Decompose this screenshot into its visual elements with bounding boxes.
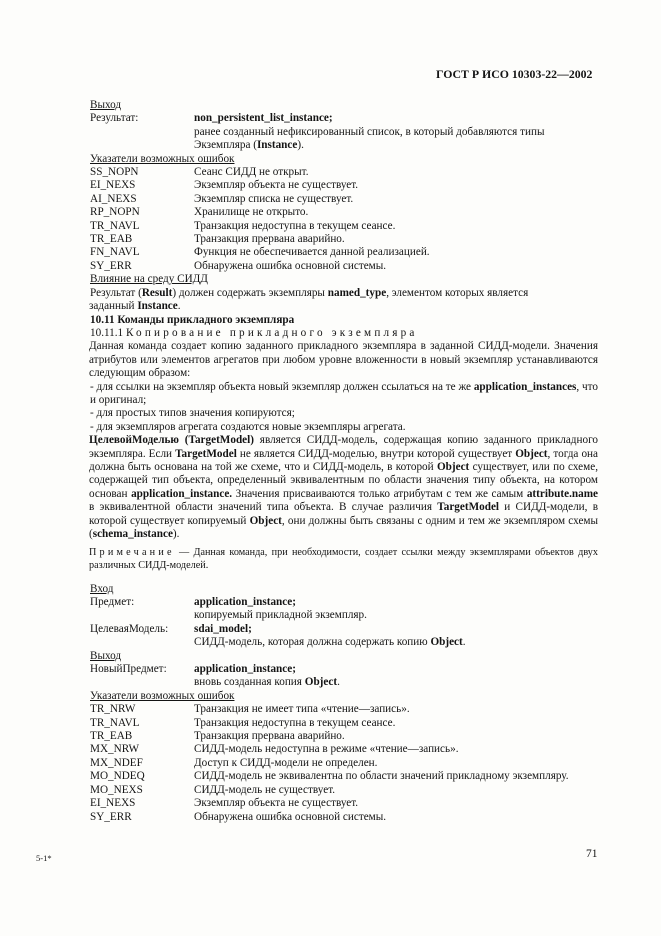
error-text: СИДД-модель не эквивалентна по области значений прикладному экземпляру.	[194, 770, 569, 783]
target-row	[90, 623, 598, 636]
target-value: sdai_model;	[194, 622, 252, 635]
target-desc-text: СИДД-модель, которая должна содержать копию	[194, 636, 431, 649]
list-text: - для ссылки на экземпляр объекта новый экземпляр должен ссылаться на те же	[90, 380, 474, 393]
error-code: TR_NAVL	[90, 716, 140, 729]
error-code: MO_NEXS	[90, 783, 143, 796]
error-text: Транзакция прервана аварийно.	[194, 233, 345, 246]
new-desc-text: вновь созданная копия	[194, 676, 305, 689]
result-row	[90, 112, 598, 125]
error-row	[90, 797, 598, 810]
errors-list-1	[90, 166, 598, 273]
error-row	[90, 717, 598, 730]
list-item-2: - для простых типов значения копируются;	[90, 407, 295, 420]
error-row	[90, 166, 598, 179]
error-row	[90, 179, 598, 192]
result-description	[90, 126, 598, 153]
error-code: SY_ERR	[90, 810, 132, 823]
effect-named-type: named_type	[327, 286, 387, 299]
error-text: Транзакция прервана аварийно.	[194, 730, 345, 743]
result-desc-line1: ранее созданный нефиксированный список, в который добавляются типы	[194, 125, 545, 138]
error-text: Хранилище не открыто.	[194, 206, 309, 219]
error-code: RP_NOPN	[90, 206, 140, 219]
p2-term: TargetModel	[437, 501, 500, 514]
effect-text: Результат (	[90, 286, 142, 299]
list-item-1	[90, 381, 598, 408]
result-desc-b: Instance	[256, 139, 298, 152]
new-desc	[90, 676, 598, 689]
p2-term: attribute.name	[526, 487, 598, 500]
target-desc	[90, 636, 598, 649]
effect-text: заданный	[89, 300, 138, 313]
p2-text: ).	[172, 528, 180, 540]
error-text: СИДД-модель недоступна в режиме «чтение—запись».	[194, 743, 459, 756]
subject-row	[90, 596, 598, 609]
input-heading: Вход	[90, 582, 114, 595]
error-code: TR_NRW	[90, 703, 136, 716]
p2-term: Object	[436, 460, 470, 473]
note-label: Примечание	[89, 547, 175, 559]
footer-signature: 5-1*	[36, 853, 52, 863]
paragraph-2	[89, 434, 598, 541]
error-text: Транзакция недоступна в текущем сеансе.	[194, 219, 396, 232]
p2-text: является СИДД-модель, содержащая копию заданного прикладного экземпляра. Если	[89, 434, 598, 460]
new-label: НовыйПредмет:	[90, 663, 167, 676]
error-row	[90, 730, 598, 743]
error-row	[90, 757, 598, 770]
new-row	[90, 663, 598, 676]
errors-list-2	[90, 703, 598, 824]
p2-term: schema_instance	[92, 528, 173, 540]
effect-continuation	[89, 300, 598, 313]
p2-term: Object	[515, 447, 548, 460]
page-number: 71	[586, 848, 598, 860]
p2-text: , они должны быть связаны с одним и тем же экземпляром схемы (	[89, 514, 599, 540]
subject-label: Предмет:	[90, 596, 135, 608]
subsection-name: Копирование прикладного экземпляра	[125, 326, 418, 339]
target-label: ЦелеваяМодель:	[90, 622, 169, 635]
effect-paragraph	[90, 287, 598, 300]
error-row	[90, 206, 598, 219]
error-code: TR_NAVL	[90, 219, 140, 232]
result-desc-c: ).	[297, 139, 304, 152]
error-code: TR_EAB	[90, 730, 133, 743]
subsection-number: 10.11.1	[90, 326, 126, 339]
subsection-title	[90, 327, 598, 340]
effect-text: ) должен содержать экземпляры	[172, 286, 328, 299]
error-text: Транзакция недоступна в текущем сеансе.	[194, 716, 396, 729]
error-code: FN_NAVL	[90, 246, 140, 259]
error-row	[90, 246, 598, 259]
error-text: СИДД-модель не существует.	[194, 783, 336, 796]
error-row	[90, 743, 598, 756]
note	[89, 547, 598, 572]
output-heading: Выход	[90, 99, 122, 111]
p2-text: в эквивалентной области значений типа объекта. В случае различия	[89, 501, 438, 514]
list-term: application_instances	[473, 380, 577, 393]
p2-term: ЦелевойМоделью (TargetModel)	[89, 434, 254, 447]
result-label: Результат:	[90, 112, 139, 125]
error-row	[90, 260, 598, 273]
error-text: Обнаружена ошибка основной системы.	[194, 810, 387, 823]
note-text: — Данная команда, при необходимости, создает ссылки между экземплярами объектов двух различных СИДД-моделей.	[89, 547, 598, 571]
error-code: EI_NEXS	[90, 797, 136, 810]
error-text: Экземпляр объекта не существует.	[194, 797, 359, 810]
effect-text: .	[177, 300, 181, 313]
error-text: Сеанс СИДД не открыт.	[194, 166, 309, 179]
error-row	[90, 703, 598, 716]
paragraph-1: Данная команда создает копию заданного прикладного экземпляра в заданной СИДД-модели. Значения атрибутов или элементов агрегатов при любом уровне вложенности в новый экземпляр устанавливаются следующим образом:	[89, 340, 598, 380]
errors-heading-2: Указатели возможных ошибок	[90, 689, 235, 702]
error-code: EI_NEXS	[90, 179, 136, 192]
p2-text: и СИДД-модели, в которой существует копируемый	[89, 501, 598, 527]
p2-term: TargetModel	[175, 447, 237, 460]
error-code: MX_NDEF	[90, 756, 143, 769]
error-code: MO_NDEQ	[90, 770, 145, 783]
error-text: Функция не обеспечивается данной реализацией.	[194, 246, 430, 259]
output-heading-2: Выход	[90, 649, 122, 662]
error-text: Доступ к СИДД-модели не определен.	[194, 756, 378, 769]
error-code: TR_EAB	[90, 233, 133, 246]
new-value: application_instance;	[194, 663, 296, 676]
result-desc-a: Экземпляра (	[194, 139, 257, 152]
result-value: non_persistent_list_instance;	[194, 112, 333, 125]
error-row	[90, 220, 598, 233]
page-content	[90, 99, 598, 824]
effect-text: , элементом которых является	[386, 286, 529, 299]
error-text: Транзакция не имеет типа «чтение—запись».	[194, 703, 410, 716]
error-code: AI_NEXS	[90, 192, 137, 205]
error-code: MX_NRW	[90, 743, 140, 756]
effect-heading: Влияние на среду СИДД	[90, 273, 208, 286]
error-text: Экземпляр объекта не существует.	[194, 179, 359, 192]
target-desc-text: .	[462, 636, 466, 649]
error-row	[90, 784, 598, 797]
error-row	[90, 233, 598, 246]
error-row	[90, 193, 598, 206]
subject-value: application_instance;	[194, 596, 296, 608]
effect-instance: Instance	[137, 300, 178, 313]
list-text: , что и оригинал;	[90, 380, 598, 406]
p2-text: не является СИДД-моделью, внутри которой существует	[236, 447, 516, 460]
subject-desc: копируемый прикладной экземпляр.	[194, 609, 367, 622]
p2-text: , тогда она должна быть основана на той же схеме, что и СИДД-модель, в которой	[89, 447, 598, 473]
p2-term: application_instance.	[131, 487, 233, 500]
error-row	[90, 811, 598, 824]
error-text: Обнаружена ошибка основной системы.	[194, 259, 387, 272]
p2-term: Object	[249, 514, 282, 527]
error-code: SY_ERR	[90, 259, 132, 272]
new-desc-text: .	[337, 676, 340, 689]
error-text: Экземпляр списка не существует.	[194, 192, 354, 205]
errors-heading: Указатели возможных ошибок	[90, 152, 235, 165]
error-code: SS_NOPN	[90, 166, 139, 179]
document-header: ГОСТ Р ИСО 10303-22—2002	[436, 67, 593, 81]
p2-text: существует, или по схеме, содержащей тип объекта, определенный эквивалентным по области значения типу объекта, на котором основан	[89, 460, 598, 500]
error-row	[90, 770, 598, 783]
section-title: 10.11 Команды прикладного экземпляра	[90, 313, 295, 326]
new-desc-object: Object	[304, 676, 338, 689]
p2-text: Значения присваиваются только атрибутам с тем же самым	[232, 487, 527, 500]
target-desc-object: Object	[430, 636, 463, 649]
effect-result: Result	[141, 286, 173, 299]
list-item-3: - для экземпляров агрегата создаются новые экземпляры агрегата.	[90, 420, 406, 433]
